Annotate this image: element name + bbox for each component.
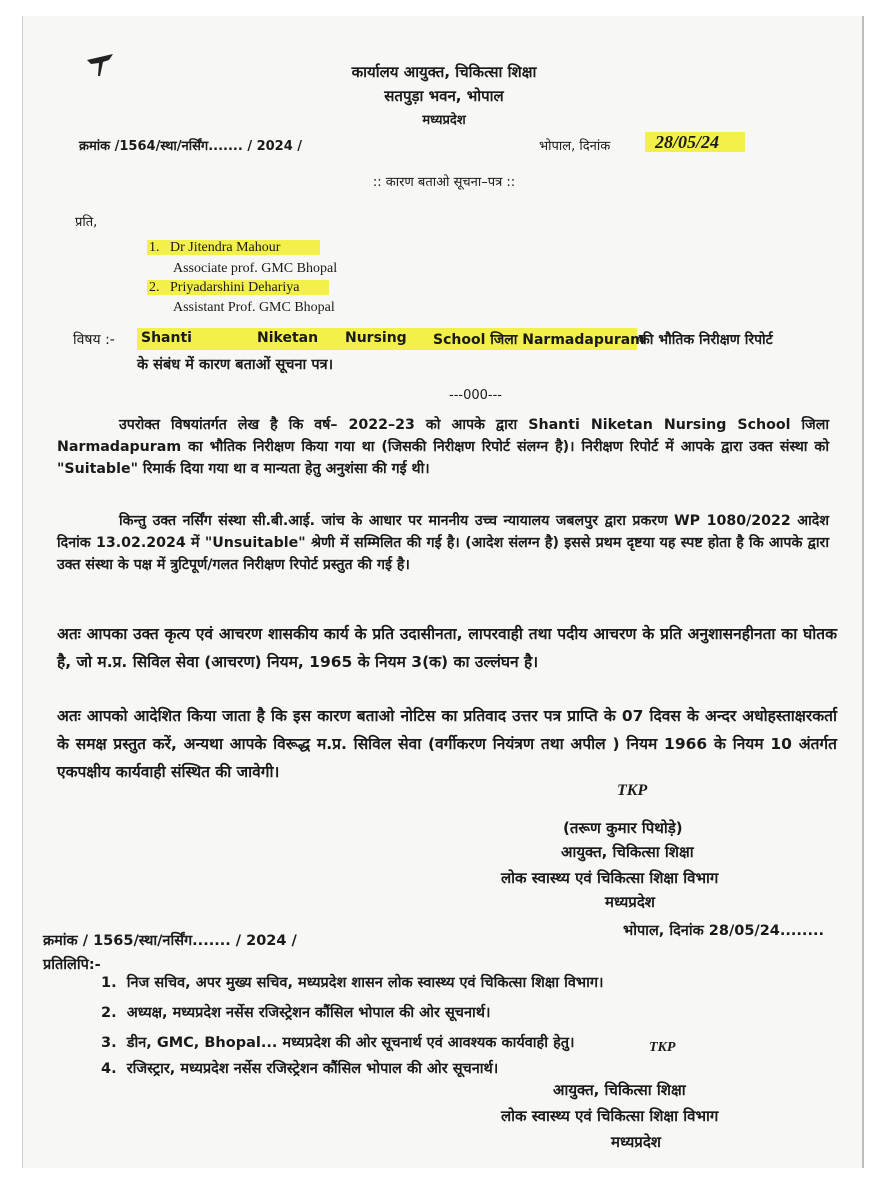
office-address: सतपुड़ा भवन, भोपाल: [384, 87, 504, 105]
copy-item-1: 1. निज सचिव, अपर मुख्य सचिव, मध्यप्रदेश शासन लोक स्वास्थ्य एवं चिकित्सा शिक्षा विभाग।: [101, 975, 604, 991]
notice-title: :: कारण बताओ सूचना–पत्र ::: [372, 175, 516, 190]
paragraph-2: किन्तु उक्त नर्सिंग संस्था सी.बी.आई. जांच के आधार पर माननीय उच्च न्यायालय जबलपुर द्वारा प्रकरण WP 1080/2022 आदेश दिनांक 13.02.2024 में "Unsuitable" श्रेणी में सम्मिलित की गई है। (आदेश संलग्न है) इससे प्रथम दृष्टया यह स्पष्ट होता है कि आपके द्वारा उक्त संस्था के पक्ष में त्रुटिपूर्ण/गलत निरीक्षण रिपोर्ट प्रस्तुत की गई है।: [57, 513, 829, 573]
subject-word-2: Niketan: [257, 330, 319, 346]
paragraph-3: अतः आपका उक्त कृत्य एवं आचरण शासकीय कार्य के प्रति उदासीनता, लापरवाही तथा पदीय आचरण के प्रति अनुशासनहीनता का घोतक है, जो म.प्र. सिविल सेवा (आचरण) नियम, 1965 के नियम 3(क) का उल्लंघन है।: [57, 625, 837, 671]
office-title: कार्यालय आयुक्त, चिकित्सा शिक्षा: [351, 63, 537, 81]
reference-number: क्रमांक /1564/स्था/नर्सिंग....... / 2024 /: [79, 139, 303, 154]
place-date-2: भोपाल, दिनांक 28/05/24........: [623, 923, 824, 939]
subject-word-3: Nursing: [345, 330, 407, 346]
signature-initials: TKP: [617, 782, 648, 799]
addressee-2-name: 2. Priyadarshini Dehariya: [147, 280, 329, 296]
signatory-department-2: लोक स्वास्थ्य एवं चिकित्सा शिक्षा विभाग: [501, 1107, 719, 1125]
addressee-1-designation: Associate prof. GMC Bhopal: [173, 261, 338, 276]
signatory-designation-2: आयुक्त, चिकित्सा शिक्षा: [553, 1081, 686, 1099]
signatory-department: लोक स्वास्थ्य एवं चिकित्सा शिक्षा विभाग: [501, 869, 719, 887]
signatory-name: (तरूण कुमार पिथोड़े): [563, 819, 683, 837]
addressee-1-name: 1. Dr Jitendra Mahour: [147, 240, 320, 256]
signatory-state: मध्यप्रदेश: [605, 893, 656, 911]
copy-item-2: 2. अध्यक्ष, मध्यप्रदेश नर्सेस रजिस्ट्रेशन कौंसिल भोपाल की ओर सूचनार्थ।: [101, 1005, 491, 1021]
signature-initials-2: TKP: [649, 1040, 676, 1055]
copy-label: प्रतिलिपि:-: [43, 957, 101, 973]
reference-number-2: क्रमांक / 1565/स्था/नर्सिंग....... / 2024 /: [43, 933, 297, 949]
office-state: मध्यप्रदेश: [422, 113, 466, 128]
to-label: प्रति,: [75, 215, 98, 230]
subject-word-1: Shanti: [141, 330, 192, 346]
issue-date: 28/05/24: [645, 132, 745, 152]
paragraph-1: उपरोक्त विषयांतर्गत लेख है कि वर्ष– 2022–23 को आपके द्वारा Shanti Niketan Nursing School जिला Narmadapuram का भौतिक निरीक्षण किया गया था (जिसकी निरीक्षण रिपोर्ट संलग्न है)। निरीक्षण रिपोर्ट में आपके द्वारा उक्त संस्था को "Suitable" रिमार्क दिया गया था व मान्यता हेतु अनुशंसा की गई थी।: [57, 417, 829, 477]
place-date-label: भोपाल, दिनांक: [539, 139, 611, 154]
signatory-state-2: मध्यप्रदेश: [611, 1133, 662, 1151]
subject-label: विषय :-: [73, 332, 115, 348]
subject-line-2: के संबंध में कारण बताओं सूचना पत्र।: [137, 357, 334, 373]
subject-word-4: School जिला Narmadapuram: [433, 332, 645, 348]
copy-item-4: 4. रजिस्ट्रार, मध्यप्रदेश नर्सेस रजिस्ट्रेशन कौंसिल भोपाल की ओर सूचनार्थ।: [101, 1061, 499, 1077]
addressee-2-designation: Assistant Prof. GMC Bhopal: [173, 300, 335, 315]
copy-item-3: 3. डीन, GMC, Bhopal... मध्यप्रदेश की ओर सूचनार्थ एवं आवश्यक कार्यवाही हेतु।: [101, 1035, 575, 1051]
signatory-designation: आयुक्त, चिकित्सा शिक्षा: [561, 843, 694, 861]
paragraph-4: अतः आपको आदेशित किया जाता है कि इस कारण बताओ नोटिस का प्रतिवाद उत्तर पत्र प्राप्ति के 07 दिवस के अन्दर अधोहस्ताक्षरकर्ता के समक्ष प्रस्तुत करें, अन्यथा आपके विरूद्ध म.प्र. सिविल सेवा (वर्गीकरण नियंत्रण तथा अपील ) नियम 1966 के नियम 10 अंतर्गत एकपक्षीय कार्यवाही संस्थित की जावेगी।: [57, 707, 837, 781]
document-page: [22, 16, 864, 1168]
subject-rest: की भौतिक निरीक्षण रिपोर्ट: [639, 332, 773, 348]
separator: ---000---: [449, 388, 502, 403]
